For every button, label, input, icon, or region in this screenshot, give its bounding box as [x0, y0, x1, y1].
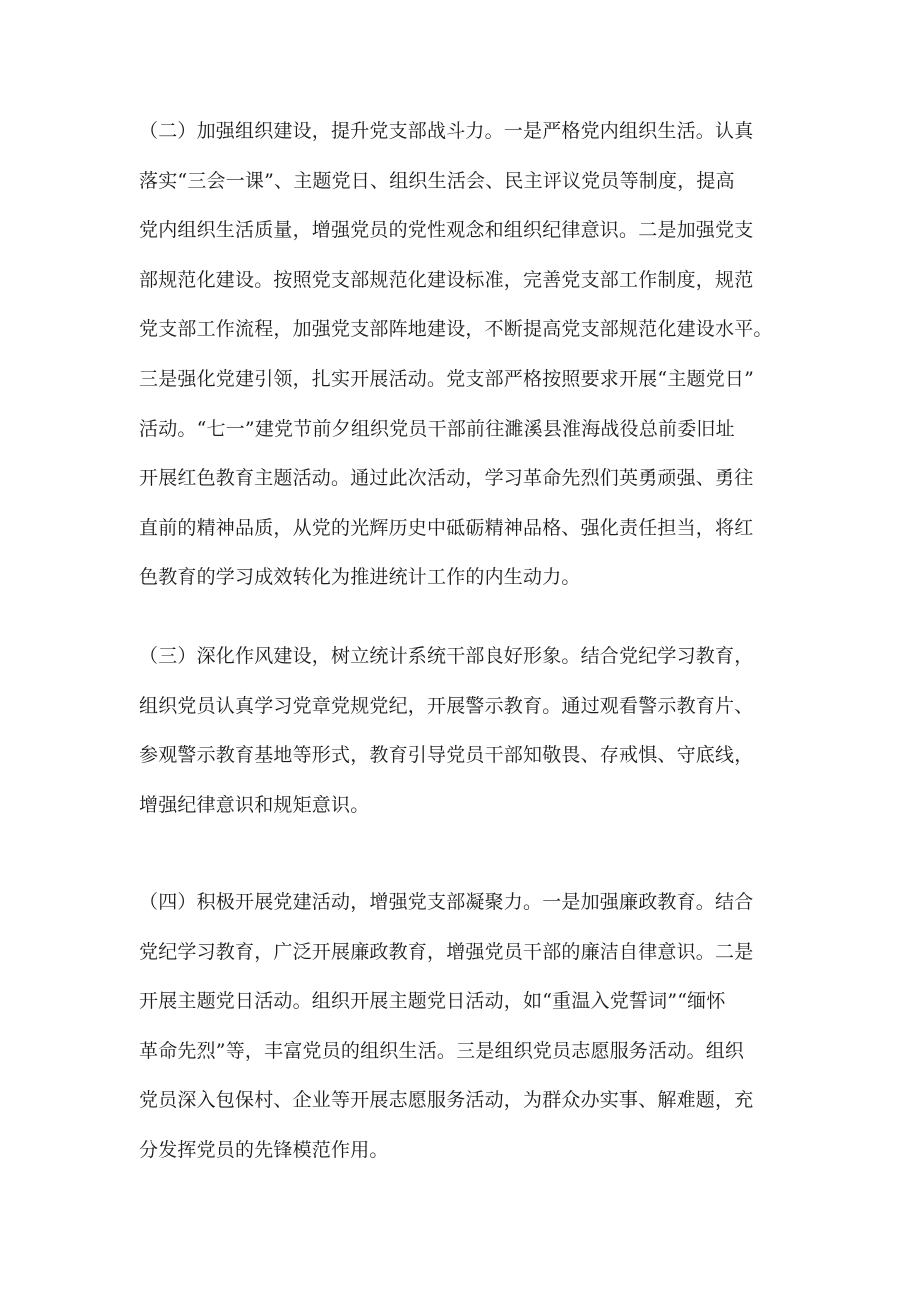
paragraph-line: 组织党员认真学习党章党规党纪，开展警示教育。通过观看警示教育片、: [139, 694, 754, 717]
paragraph-line: 革命先烈”等，丰富党员的组织生活。三是组织党员志愿服务活动。组织: [139, 1039, 745, 1062]
paragraph-line: 开展主题党日活动。组织开展主题党日活动，如“重温入党誓词”“缅怀: [139, 990, 726, 1013]
paragraph-line: 落实“三会一课”、主题党日、组织生活会、民主评议党员等制度，提高: [139, 169, 735, 192]
paragraph-line: 直前的精神品质，从党的光辉历史中砥砺精神品格、强化责任担当，将红: [139, 516, 754, 539]
paragraph-line: 党员深入包保村、企业等开展志愿服务活动，为群众办实事、解难题，充: [139, 1089, 754, 1112]
paragraph-line: 党内组织生活质量，增强党员的党性观念和组织纪律意识。二是加强党支: [139, 219, 754, 242]
paragraph-line: 党纪学习教育，广泛开展廉政教育，增强党员干部的廉洁自律意识。二是: [139, 940, 754, 963]
paragraph-work-style: [139, 632, 789, 830]
paragraph-line: 三是强化党建引领，扎实开展活动。党支部严格按照要求开展“主题党日”: [139, 367, 755, 390]
paragraph-line: 增强纪律意识和规矩意识。: [139, 793, 370, 816]
paragraph-organization-building: [139, 107, 789, 603]
paragraph-line: 党支部工作流程，加强党支部阵地建设，不断提高党支部规范化建设水平。: [139, 318, 773, 341]
paragraph-line: （二）加强组织建设，提升党支部战斗力。一是严格党内组织生活。认真: [139, 120, 754, 142]
paragraph-party-activities: [139, 878, 789, 1176]
paragraph-line: 活动。“七一”建党节前夕组织党员干部前往濉溪县淮海战役总前委旧址: [139, 417, 735, 440]
paragraph-line: 参观警示教育基地等形式，教育引导党员干部知敬畏、存戒惧、守底线，: [139, 744, 754, 767]
paragraph-line: 色教育的学习成效转化为推进统计工作的内生动力。: [139, 566, 581, 589]
paragraph-line: 开展红色教育主题活动。通过此次活动，学习革命先烈们英勇顽强、勇往: [139, 467, 754, 490]
paragraph-line: 部规范化建设。按照党支部规范化建设标准，完善党支部工作制度，规范: [139, 268, 754, 291]
paragraph-line: 分发挥党员的先锋模范作用。: [139, 1138, 389, 1161]
paragraph-line: （四）积极开展党建活动，增强党支部凝聚力。一是加强廉政教育。结合: [139, 891, 754, 913]
paragraph-line: （三）深化作风建设，树立统计系统干部良好形象。结合党纪学习教育，: [139, 645, 754, 667]
